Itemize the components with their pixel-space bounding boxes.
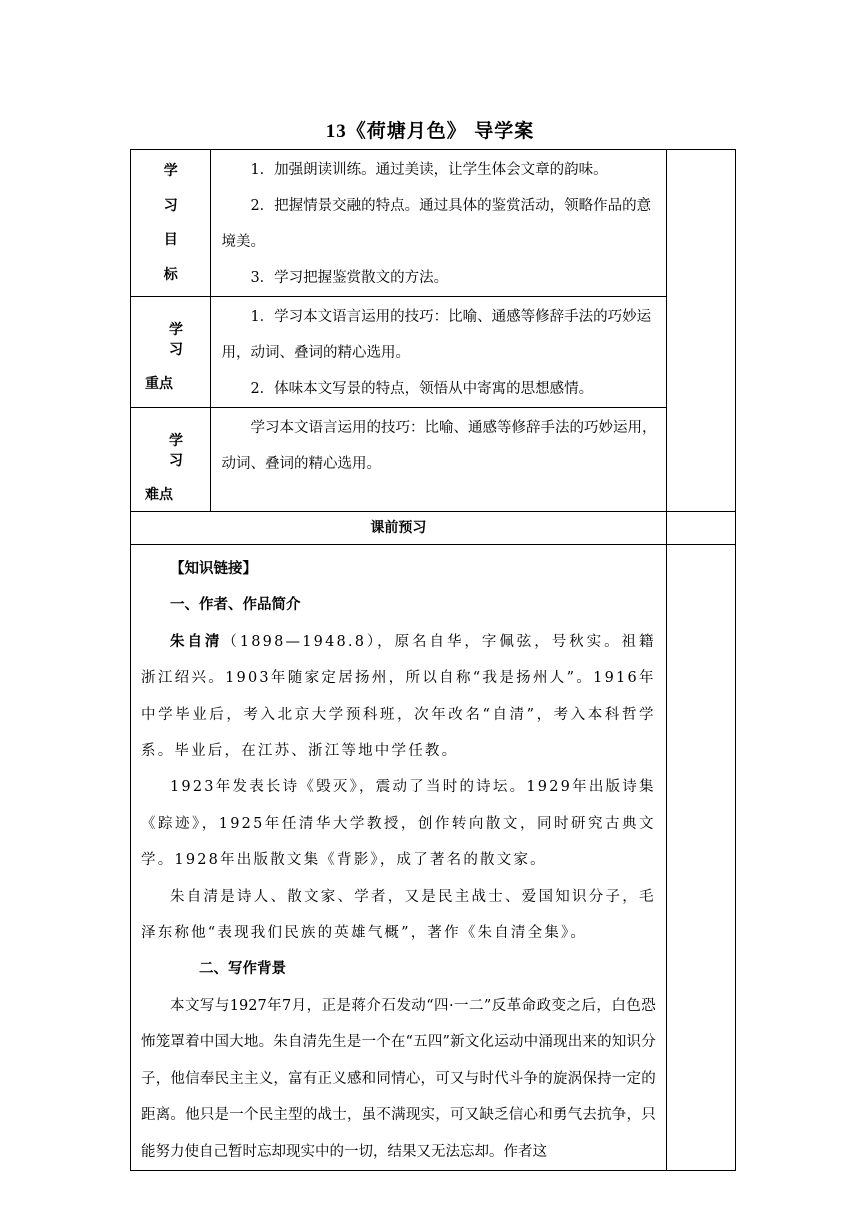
title-number: 13 xyxy=(325,121,347,142)
objective-item: 1．加强朗读训练。通过美读，让学生体会文章的韵味。 xyxy=(250,162,608,178)
side-column-3 xyxy=(666,545,735,1171)
key-points-row xyxy=(131,297,736,408)
preview-body xyxy=(131,545,667,1171)
author-intro: （1898—1948.8），原名自华，字佩弦，号秋实。祖籍浙江绍兴。1903年随家定居扬州，所以自称“我是扬州人”。1916年中学毕业后，考入北京大学预科班，次年改名“自清”，考入本科哲学系。毕业后，在江苏、浙江等地中学任教。 xyxy=(141,633,656,760)
author-name: 朱自清 xyxy=(170,633,223,650)
key-points-label-2: 重点 xyxy=(145,376,173,392)
works-paragraph: 1923年发表长诗《毁灭》，震动了当时的诗坛。1929年出版诗集《踪迹》，1925年任清华大学教授，创作转向散文，同时研究古典文学。1928年出版散文集《背影》，成了著名的散文家。 xyxy=(141,779,656,869)
objective-item: 2．把握情景交融的特点。通过具体的鉴赏活动，领略作品的意境美。 xyxy=(221,198,652,250)
difficulties-row xyxy=(131,408,736,512)
preview-header-row xyxy=(131,512,736,545)
difficulties-label-cell xyxy=(131,408,211,512)
preview-body-row xyxy=(131,545,736,1171)
evaluation-paragraph: 朱自清是诗人、散文家、学者，又是民主战士、爱国知识分子，毛泽东称他“表现我们民族的英雄气概”，著作《朱自清全集》。 xyxy=(141,888,656,942)
key-points-label-1: 学 习 xyxy=(169,322,189,358)
objectives-label xyxy=(131,150,210,292)
side-column xyxy=(666,150,735,512)
objective-item: 3．学习把握鉴赏散文的方法。 xyxy=(250,270,449,286)
preview-header: 课前预习 xyxy=(131,512,667,545)
label-char: 习 xyxy=(163,197,178,214)
difficulties-label-1: 学 习 xyxy=(169,433,189,469)
label-char: 标 xyxy=(163,266,178,283)
author-paragraph xyxy=(141,624,656,770)
knowledge-link-title: 【知识链接】 xyxy=(170,561,257,577)
key-point-item: 2．体味本文写景的特点，领悟从中寄寓的思想感情。 xyxy=(250,381,594,397)
section-2-title: 二、写作背景 xyxy=(199,961,286,978)
key-point-item: 1．学习本文语言运用的技巧：比喻、通感等修辞手法的巧妙运用，动词、叠词的精心选用。 xyxy=(221,309,652,361)
title-text: 《荷塘月色》 导学案 xyxy=(346,120,535,142)
key-points-label-cell xyxy=(131,297,211,408)
key-points-content xyxy=(211,297,666,408)
label-char: 学 xyxy=(163,163,178,179)
objectives-label-cell xyxy=(131,150,211,297)
label-char: 目 xyxy=(163,232,178,248)
objectives-row xyxy=(131,150,736,297)
page-title xyxy=(0,116,860,143)
difficulties-label-2: 难点 xyxy=(145,487,173,503)
study-guide-table xyxy=(130,149,736,1171)
side-column-2 xyxy=(666,512,735,545)
objectives-content xyxy=(211,150,666,297)
section-1-title: 一、作者、作品简介 xyxy=(170,597,301,614)
background-paragraph: 本文写与1927年7月，正是蒋介石发动“四·一二”反革命政变之后，白色恐怖笼罩着中国大地。朱自清先生是一个在“五四”新文化运动中涌现出来的知识分子，他信奉民主主义，富有正义感和同情心，可又与时代斗争的旋涡保持一定的距离。他只是一个民主型的战士，虽不满现实，可又缺乏信心和勇气去抗争，只能努力使自己暂时忘却现实中的一切，结果又无法忘却。作者这 xyxy=(141,997,656,1160)
difficulty-text: 学习本文语言运用的技巧：比喻、通感等修辞手法的巧妙运用，动词、叠词的精心选用。 xyxy=(221,420,657,472)
difficulties-content xyxy=(211,408,666,512)
